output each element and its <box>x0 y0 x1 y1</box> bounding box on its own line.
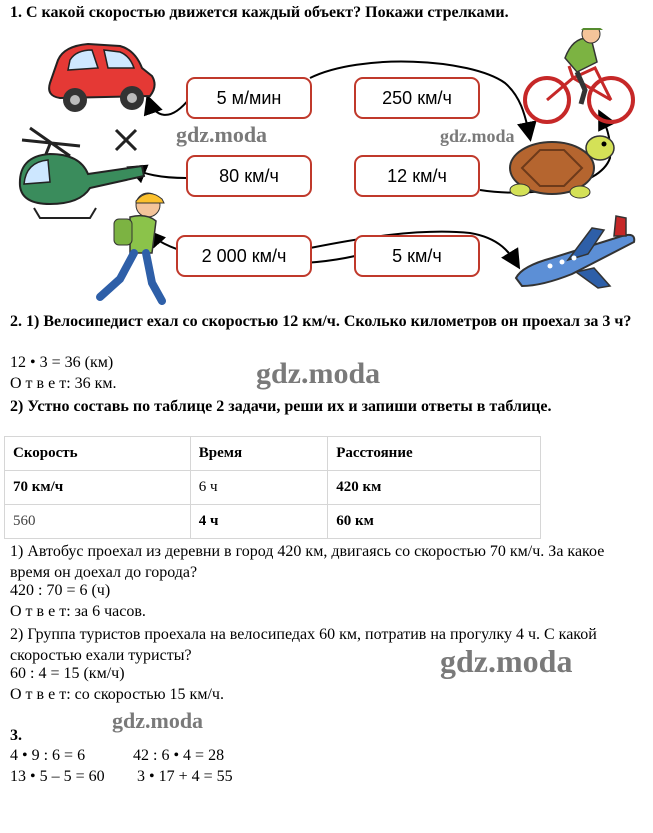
watermark: gdz.moda <box>176 122 268 147</box>
problem2-answer-line <box>10 686 224 704</box>
table-header-cell: Скорость <box>5 437 191 471</box>
expression: 3 • 17 + 4 = 55 <box>137 768 233 785</box>
table-row <box>5 471 541 505</box>
answer-word: О т в е т: <box>10 603 71 620</box>
table-header-cell: Расстояние <box>328 437 541 471</box>
table-cell: 6 ч <box>190 471 327 505</box>
turtle-icon <box>510 136 614 198</box>
task2-part1-answer-line <box>10 375 117 393</box>
problem1-text: 1) Автобус проехал из деревни в город 420 км, двигаясь со скоростью 70 км/ч. За какое время он доехал до города? <box>10 543 605 581</box>
answer-value: со скоростью 15 км/ч. <box>74 686 224 703</box>
helicopter-icon <box>20 128 144 218</box>
table-row <box>5 505 541 539</box>
task2-part1-question: 2. 1) Велосипедист ехал со скоростью 12 км/ч. Сколько километров он проехал за 3 ч? <box>10 313 632 330</box>
speed-box: 12 км/ч <box>354 155 480 197</box>
table-header-cell: Время <box>190 437 327 471</box>
task1-title: 1. С какой скоростью движется каждый объект? Покажи стрелками. <box>10 4 509 21</box>
pedestrian-icon <box>100 193 164 301</box>
speed-box: 80 км/ч <box>186 155 312 197</box>
watermark: gdz.moda <box>112 708 204 733</box>
speed-matching-picture <box>0 28 653 310</box>
table-cell: 60 км <box>328 505 541 539</box>
table-cell: 4 ч <box>190 505 327 539</box>
table-header-row <box>5 437 541 471</box>
watermark: gdz.moda <box>440 643 573 679</box>
cyclist-icon <box>525 28 633 122</box>
problem1-solution: 420 : 70 = 6 (ч) <box>10 582 111 599</box>
expression: 42 : 6 • 4 = 28 <box>133 747 225 764</box>
answer-word: О т в е т: <box>10 686 71 703</box>
answer-value: за 6 часов. <box>74 603 146 620</box>
task3-title: 3. <box>10 727 22 744</box>
answer-word: О т в е т: <box>10 375 71 392</box>
speed-box: 250 км/ч <box>354 77 480 119</box>
problem1-answer-line <box>10 603 146 621</box>
table-cell: 70 км/ч <box>5 471 191 505</box>
problem2-text: 2) Группа туристов проехала на велосипедах 60 км, потратив на прогулку 4 ч. С какой скоростью ехали туристы? <box>10 626 597 664</box>
airplane-icon <box>516 216 634 288</box>
watermark: gdz.moda <box>440 126 515 146</box>
speed-time-distance-table <box>4 436 541 539</box>
task2-part2-title: 2) Устно составь по таблице 2 задачи, реши их и запиши ответы в таблице. <box>10 398 552 415</box>
arrow-5mmin-to-car <box>148 98 190 115</box>
expression: 4 • 9 : 6 = 6 <box>10 747 86 764</box>
speed-box: 5 км/ч <box>354 235 480 277</box>
watermark: gdz.moda <box>256 357 381 390</box>
expression: 13 • 5 – 5 = 60 <box>10 768 105 785</box>
problem2-solution: 60 : 4 = 15 (км/ч) <box>10 665 125 682</box>
car-icon <box>49 44 154 112</box>
speed-box: 5 м/мин <box>186 77 312 119</box>
table-cell: 420 км <box>328 471 541 505</box>
task2-part1-solution: 12 • 3 = 36 (км) <box>10 354 114 371</box>
answer-value: 36 км. <box>74 375 117 392</box>
speed-box: 2 000 км/ч <box>176 235 312 277</box>
table-cell: 560 <box>5 505 191 539</box>
